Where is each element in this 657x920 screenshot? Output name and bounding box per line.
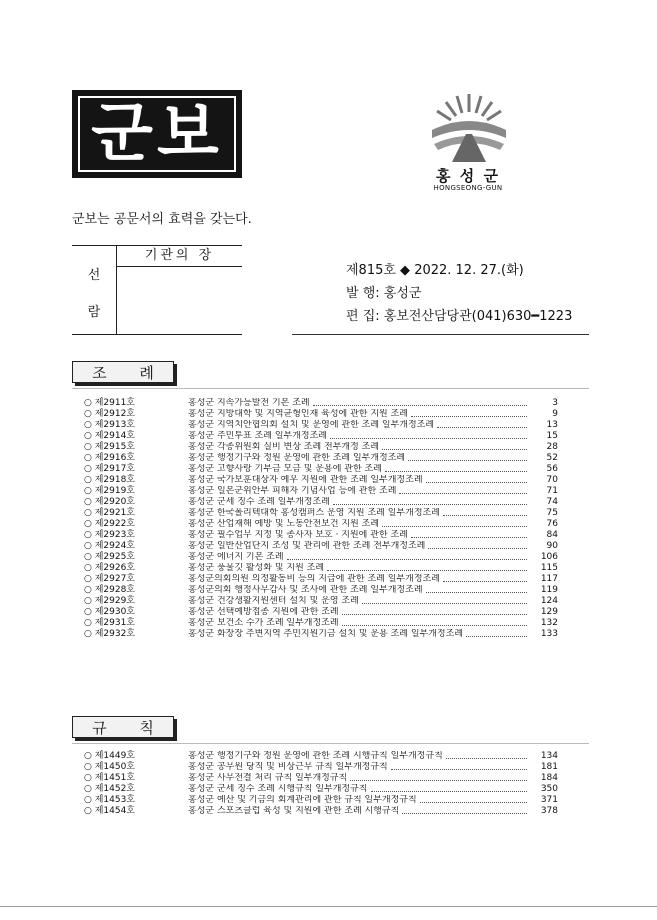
toc-page: 15	[546, 431, 558, 441]
toc-page: 129	[540, 607, 558, 617]
toc-leader-dots	[371, 791, 528, 792]
toc-title: 홍성군 필수업무 지정 및 종사자 보호 · 지원에 관한 조례	[188, 530, 408, 540]
toc-leader-dots	[437, 427, 527, 428]
legal-notice: 군보는 공문서의 효력을 갖는다.	[72, 212, 252, 227]
section-ordinances-label: 조 례	[72, 361, 174, 383]
toc-page: 184	[540, 773, 558, 783]
toc-page: 134	[540, 751, 558, 761]
toc-title: 홍성군 지속가능발전 기본 조례	[188, 398, 310, 408]
toc-number: ○ 제2918호	[84, 475, 136, 485]
toc-leader-dots	[391, 769, 527, 770]
toc-title-cell	[188, 585, 530, 596]
toc-page: 350	[540, 784, 558, 794]
toc-title-cell	[188, 519, 530, 530]
toc-page: 71	[546, 486, 558, 496]
toc-leader-dots	[313, 405, 527, 406]
toc-title-cell	[188, 464, 530, 475]
toc-title: 홍성군 지방대학 및 지역균형인재 육성에 관한 지원 조례	[188, 409, 408, 419]
toc-title: 홍성군 화장장 주변지역 주민지원기금 설치 및 운용 조례 일부개정조례	[188, 629, 464, 639]
approval-label-bottom: 람	[87, 305, 101, 320]
toc-title: 홍성군 지역치안협의회 설치 및 운영에 관한 조례 일부개정조례	[188, 420, 435, 430]
toc-title-cell	[188, 431, 530, 442]
toc-leader-dots	[342, 625, 527, 626]
toc-row	[84, 607, 558, 618]
toc-title: 홍성군 산업재해 예방 및 노동안전보건 지원 조례	[188, 519, 380, 529]
toc-row	[84, 552, 558, 563]
toc-title-cell	[188, 453, 530, 464]
toc-number: ○ 제2928호	[84, 585, 136, 595]
section-divider	[72, 743, 589, 744]
issue-info: 제815호 ◆ 2022. 12. 27.(화)	[346, 263, 524, 278]
toc-number: ○ 제2929호	[84, 596, 136, 606]
toc-leader-dots	[408, 460, 527, 461]
toc-page: 119	[540, 585, 558, 595]
toc-title: 홍성군 공무원 당직 및 비상근무 규칙 일부개정규칙	[188, 762, 388, 772]
toc-page: 132	[540, 618, 558, 628]
toc-row	[84, 762, 558, 773]
approval-label-top: 선	[87, 268, 101, 283]
toc-number: ○ 제2916호	[84, 453, 136, 463]
toc-title-cell	[188, 541, 530, 552]
toc-page: 3	[552, 398, 558, 408]
toc-leader-dots	[385, 471, 527, 472]
toc-title: 홍성군 예산 및 기금의 회계관리에 관한 규칙 일부개정규칙	[188, 795, 417, 805]
toc-row	[84, 751, 558, 762]
toc-leader-dots	[327, 570, 527, 571]
toc-number: ○ 제2914호	[84, 431, 136, 441]
toc-title: 홍성군 한국폴리텍대학 홍성캠퍼스 운영 지원 조례 일부개정조례	[188, 508, 440, 518]
toc-leader-dots	[402, 813, 527, 814]
toc-row	[84, 784, 558, 795]
toc-row	[84, 409, 558, 420]
toc-page: 56	[546, 464, 558, 474]
toc-title: 홍성군의회의원 의정활동비 등의 지급에 관한 조례 일부개정조례	[188, 574, 440, 584]
toc-title-cell	[188, 552, 530, 563]
toc-number: ○ 제2924호	[84, 541, 136, 551]
toc-title-cell	[188, 398, 530, 409]
publisher-info: 발 행: 홍성군	[346, 286, 422, 301]
toc-row	[84, 596, 558, 607]
toc-number: ○ 제2925호	[84, 552, 136, 562]
toc-title-cell	[188, 629, 530, 640]
toc-leader-dots	[426, 482, 527, 483]
logo-subtitle: HONGSEONG-GUN	[433, 184, 503, 192]
toc-title: 홍성군 일반산업단지 조성 및 관리에 관한 조례 전부개정조례	[188, 541, 426, 551]
toc-title: 홍성군 풍물깃 활성화 및 지원 조례	[188, 563, 325, 573]
toc-page: 13	[546, 420, 558, 430]
toc-title: 홍성군 스포츠클럽 육성 및 지원에 관한 조례 시행규칙	[188, 806, 400, 816]
toc-leader-dots	[446, 758, 527, 759]
toc-title-cell	[188, 420, 530, 431]
toc-number: ○ 제2911호	[84, 398, 136, 408]
toc-number: ○ 제1454호	[84, 806, 136, 816]
toc-page: 117	[540, 574, 558, 584]
toc-title: 홍성군 각종위원회 실비 변상 조례 전부개정 조례	[188, 442, 380, 452]
toc-row	[84, 475, 558, 486]
toc-title-cell	[188, 475, 530, 486]
toc-number: ○ 제2912호	[84, 409, 136, 419]
toc-number: ○ 제2930호	[84, 607, 136, 617]
toc-number: ○ 제2922호	[84, 519, 136, 529]
approval-head: 기관의 장	[117, 246, 242, 267]
toc-row	[84, 806, 558, 817]
toc-leader-dots	[399, 493, 527, 494]
toc-number: ○ 제2920호	[84, 497, 136, 507]
toc-row	[84, 795, 558, 806]
toc-number: ○ 제1453호	[84, 795, 136, 805]
toc-page: 75	[546, 508, 558, 518]
toc-page: 76	[546, 519, 558, 529]
toc-number: ○ 제1450호	[84, 762, 136, 772]
toc-number: ○ 제1451호	[84, 773, 136, 783]
toc-number: ○ 제2917호	[84, 464, 136, 474]
toc-title-cell	[188, 784, 530, 795]
toc-title-cell	[188, 596, 530, 607]
editor-info: 편 집: 홍보전산담당관(041)630━1223	[346, 309, 573, 324]
toc-row	[84, 629, 558, 640]
toc-leader-dots	[350, 780, 527, 781]
toc-row	[84, 497, 558, 508]
toc-title-cell	[188, 762, 530, 773]
toc-number: ○ 제2931호	[84, 618, 136, 628]
toc-title: 홍성군 행정기구와 정원 운영에 관한 조례 일부개정조례	[188, 453, 406, 463]
toc-number: ○ 제2926호	[84, 563, 136, 573]
toc-row	[84, 530, 558, 541]
toc-leader-dots	[330, 438, 527, 439]
approval-table	[72, 245, 242, 335]
toc-page: 181	[540, 762, 558, 772]
toc-title-cell	[188, 607, 530, 618]
toc-title-cell	[188, 618, 530, 629]
toc-title: 홍성군 군세 징수 조례 시행규칙 일부개정규칙	[188, 784, 368, 794]
toc-row	[84, 585, 558, 596]
toc-title: 홍성군 선택예방접종 지원에 관한 조례	[188, 607, 339, 617]
title-box	[72, 90, 242, 178]
toc-page: 124	[540, 596, 558, 606]
section-rules-label: 규 칙	[72, 716, 174, 738]
toc-title-cell	[188, 806, 530, 817]
toc-title-cell	[188, 497, 530, 508]
toc-leader-dots	[342, 614, 527, 615]
toc-title-cell	[188, 508, 530, 519]
toc-title-cell	[188, 574, 530, 585]
toc-page: 106	[540, 552, 558, 562]
toc-title: 홍성군의회 행정사무감사 및 조사에 관한 조례 일부개정조례	[188, 585, 423, 595]
toc-row	[84, 574, 558, 585]
toc-title-cell	[188, 442, 530, 453]
toc-leader-dots	[382, 526, 527, 527]
toc-title-cell	[188, 530, 530, 541]
title-frame	[78, 96, 236, 172]
toc-row	[84, 508, 558, 519]
toc-leader-dots	[466, 636, 527, 637]
toc-row	[84, 618, 558, 629]
toc-row	[84, 431, 558, 442]
toc-leader-dots	[443, 515, 527, 516]
toc-page: 115	[540, 563, 558, 573]
toc-number: ○ 제1449호	[84, 751, 136, 761]
toc-page: 28	[546, 442, 558, 452]
toc-title: 홍성군 고향사랑 기부금 모금 및 운용에 관한 조례	[188, 464, 382, 474]
toc-row	[84, 398, 558, 409]
toc-title: 홍성군 보건소 수가 조례 일부개정조례	[188, 618, 339, 628]
toc-title-cell	[188, 409, 530, 420]
toc-title: 홍성군 행정기구와 정원 운영에 관한 조례 시행규칙 일부개정규칙	[188, 751, 443, 761]
toc-row	[84, 541, 558, 552]
section-divider	[72, 388, 589, 389]
page-title: 군보	[91, 97, 223, 171]
toc-row	[84, 442, 558, 453]
toc-leader-dots	[382, 449, 527, 450]
toc-page: 74	[546, 497, 558, 507]
toc-page: 84	[546, 530, 558, 540]
toc-title: 홍성군 군세 징수 조례 일부개정조례	[188, 497, 330, 507]
toc-page: 52	[546, 453, 558, 463]
toc-leader-dots	[428, 548, 527, 549]
toc-title-cell	[188, 486, 530, 497]
toc-title: 홍성군 주민투표 조례 일부개정조례	[188, 431, 327, 441]
toc-row	[84, 519, 558, 530]
publication-divider	[292, 334, 589, 335]
toc-leader-dots	[333, 504, 527, 505]
toc-number: ○ 제2919호	[84, 486, 136, 496]
toc-number: ○ 제2915호	[84, 442, 136, 452]
toc-title-cell	[188, 751, 530, 762]
toc-number: ○ 제2927호	[84, 574, 136, 584]
page-bottom-rule	[0, 906, 657, 907]
toc-leader-dots	[287, 559, 527, 560]
toc-title-cell	[188, 773, 530, 784]
logo-name: 홍 성 군	[436, 167, 500, 185]
toc-number: ○ 제2932호	[84, 629, 136, 639]
toc-leader-dots	[411, 416, 527, 417]
toc-row	[84, 486, 558, 497]
toc-leader-dots	[362, 603, 527, 604]
toc-row	[84, 773, 558, 784]
approval-left-cell	[72, 246, 117, 334]
toc-page: 371	[540, 795, 558, 805]
toc-leader-dots	[420, 802, 527, 803]
toc-title: 홍성군 에너지 기본 조례	[188, 552, 284, 562]
toc-page: 133	[540, 629, 558, 639]
toc-page: 70	[546, 475, 558, 485]
toc-title: 홍성군 국가보훈대상자 예우 지원에 관한 조례 일부개정조례	[188, 475, 423, 485]
toc-number: ○ 제2921호	[84, 508, 136, 518]
toc-title: 홍성군 일본군위안부 피해자 기념사업 등에 관한 조례	[188, 486, 397, 496]
toc-number: ○ 제2923호	[84, 530, 136, 540]
toc-number: ○ 제2913호	[84, 420, 136, 430]
toc-page: 378	[540, 806, 558, 816]
toc-leader-dots	[443, 581, 527, 582]
rule-list	[84, 751, 558, 817]
toc-row	[84, 563, 558, 574]
toc-title-cell	[188, 563, 530, 574]
ordinance-list	[84, 398, 558, 640]
toc-title: 홍성군 사무전결 처리 규칙 일부개정규칙	[188, 773, 348, 783]
toc-row	[84, 464, 558, 475]
toc-title-cell	[188, 795, 530, 806]
toc-number: ○ 제1452호	[84, 784, 136, 794]
toc-title: 홍성군 건강생활지원센터 설치 및 운영 조례	[188, 596, 359, 606]
toc-page: 90	[546, 541, 558, 551]
toc-leader-dots	[426, 592, 527, 593]
toc-page: 9	[552, 409, 558, 419]
hongseong-logo-icon	[428, 90, 510, 164]
toc-leader-dots	[411, 537, 527, 538]
toc-row	[84, 453, 558, 464]
toc-row	[84, 420, 558, 431]
